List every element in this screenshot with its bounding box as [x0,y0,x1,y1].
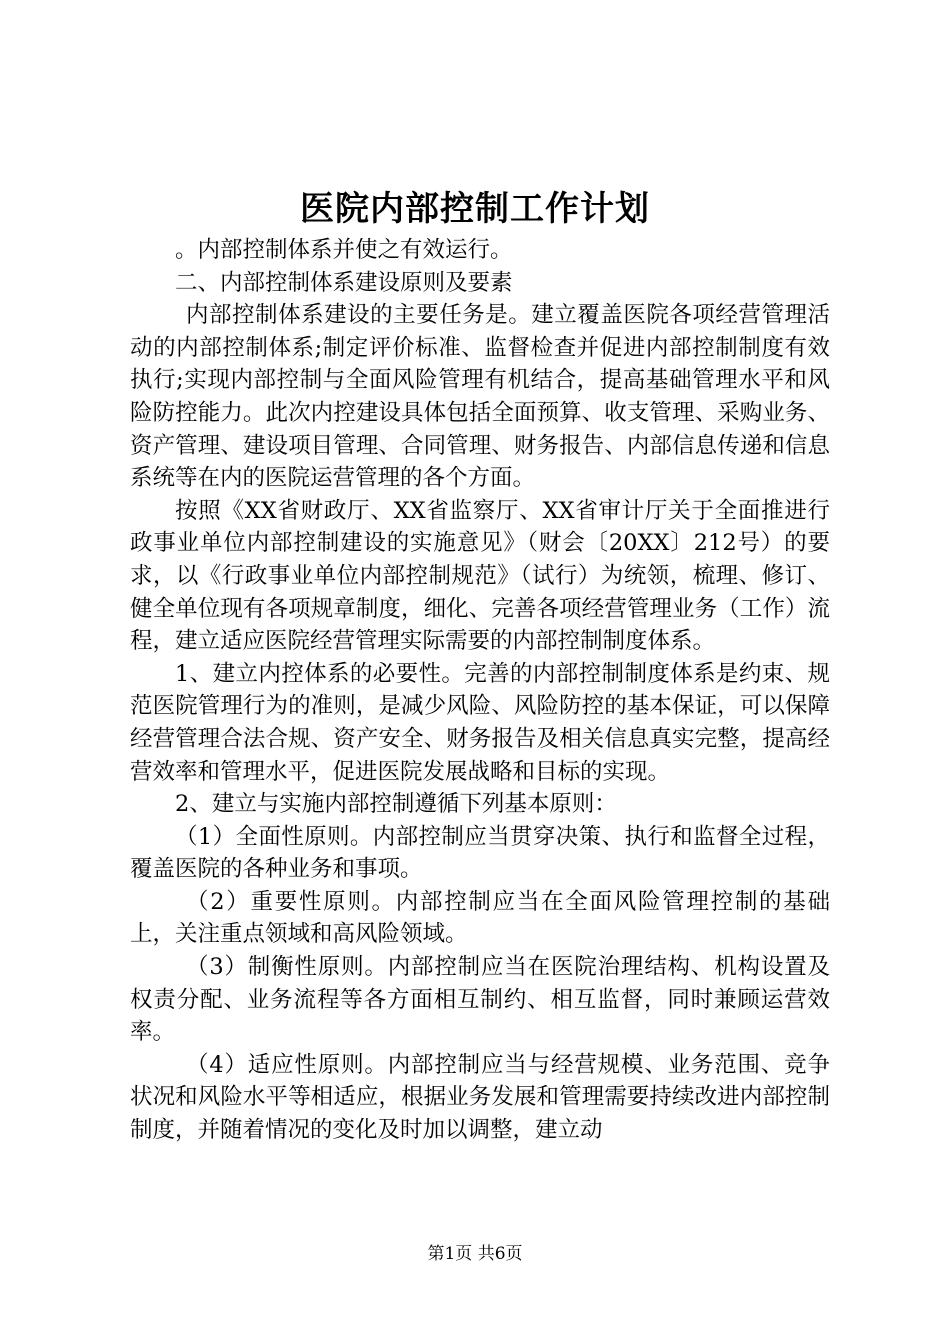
paragraph-according-to: 按照《XX省财政厅、XX省监察厅、XX省审计厅关于全面推进行政事业单位内部控制建设的实施意见》（财会〔20XX〕212号）的要求，以《行政事业单位内部控制规范》（试行）为统领，梳理、修订、健全单位现有各项规章制度，细化、完善各项经营管理业务（工作）流程，建立适应医院经营管理实际需要的内部控制制度体系。 [130,497,830,655]
paragraph-principle-4: （4）适应性原则。内部控制应当与经营规模、业务范围、竞争状况和风险水平等相适应，根据业务发展和管理需要持续改进内部控制制度，并随着情况的变化及时加以调整，建立动 [130,1051,830,1144]
document-title: 医院内部控制工作计划 [300,189,650,229]
document-body [130,234,830,1147]
paragraph-principle-3: （3）制衡性原则。内部控制应当在医院治理结构、机构设置及权责分配、业务流程等各方面相互制约、相互监督，同时兼顾运营效率。 [130,954,830,1046]
paragraph-necessity: 1、建立内控体系的必要性。完善的内部控制制度体系是约束、规范医院管理行为的准则，是减少风险、风险防控的基本保证，可以保障经营管理合法合规、资产安全、财务报告及相关信息真实完整，提高经营效率和管理水平，促进医院发展战略和目标的实现。 [130,660,830,785]
paragraph-main-tasks: 内部控制体系建设的主要任务是。建立覆盖医院各项经营管理活动的内部控制体系;制定评价标准、监督检查并促进内部控制制度有效执行;实现内部控制与全面风险管理有机结合，提高基础管理水平和风险防控能力。此次内控建设具体包括全面预算、收支管理、采购业务、资产管理、建设项目管理、合同管理、财务报告、内部信息传递和信息系统等在内的医院运营管理的各个方面。 [130,302,830,492]
paragraph-1: 。内部控制体系并使之有效运行。 [175,237,513,263]
paragraph-principle-2: （2）重要性原则。内部控制应当在全面风险管理控制的基础上，关注重点领域和高风险领域。 [130,888,830,948]
page-number-footer: 第1页 共6页 [427,1244,523,1264]
paragraph-basic-principles: 2、建立与实施内部控制遵循下列基本原则： [175,791,617,818]
paragraph-principle-1: （1）全面性原则。内部控制应当贯穿决策、执行和监督全过程，覆盖医院的各种业务和事项。 [130,823,830,883]
section-heading-2: 二、内部控制体系建设原则及要素 [175,269,513,296]
